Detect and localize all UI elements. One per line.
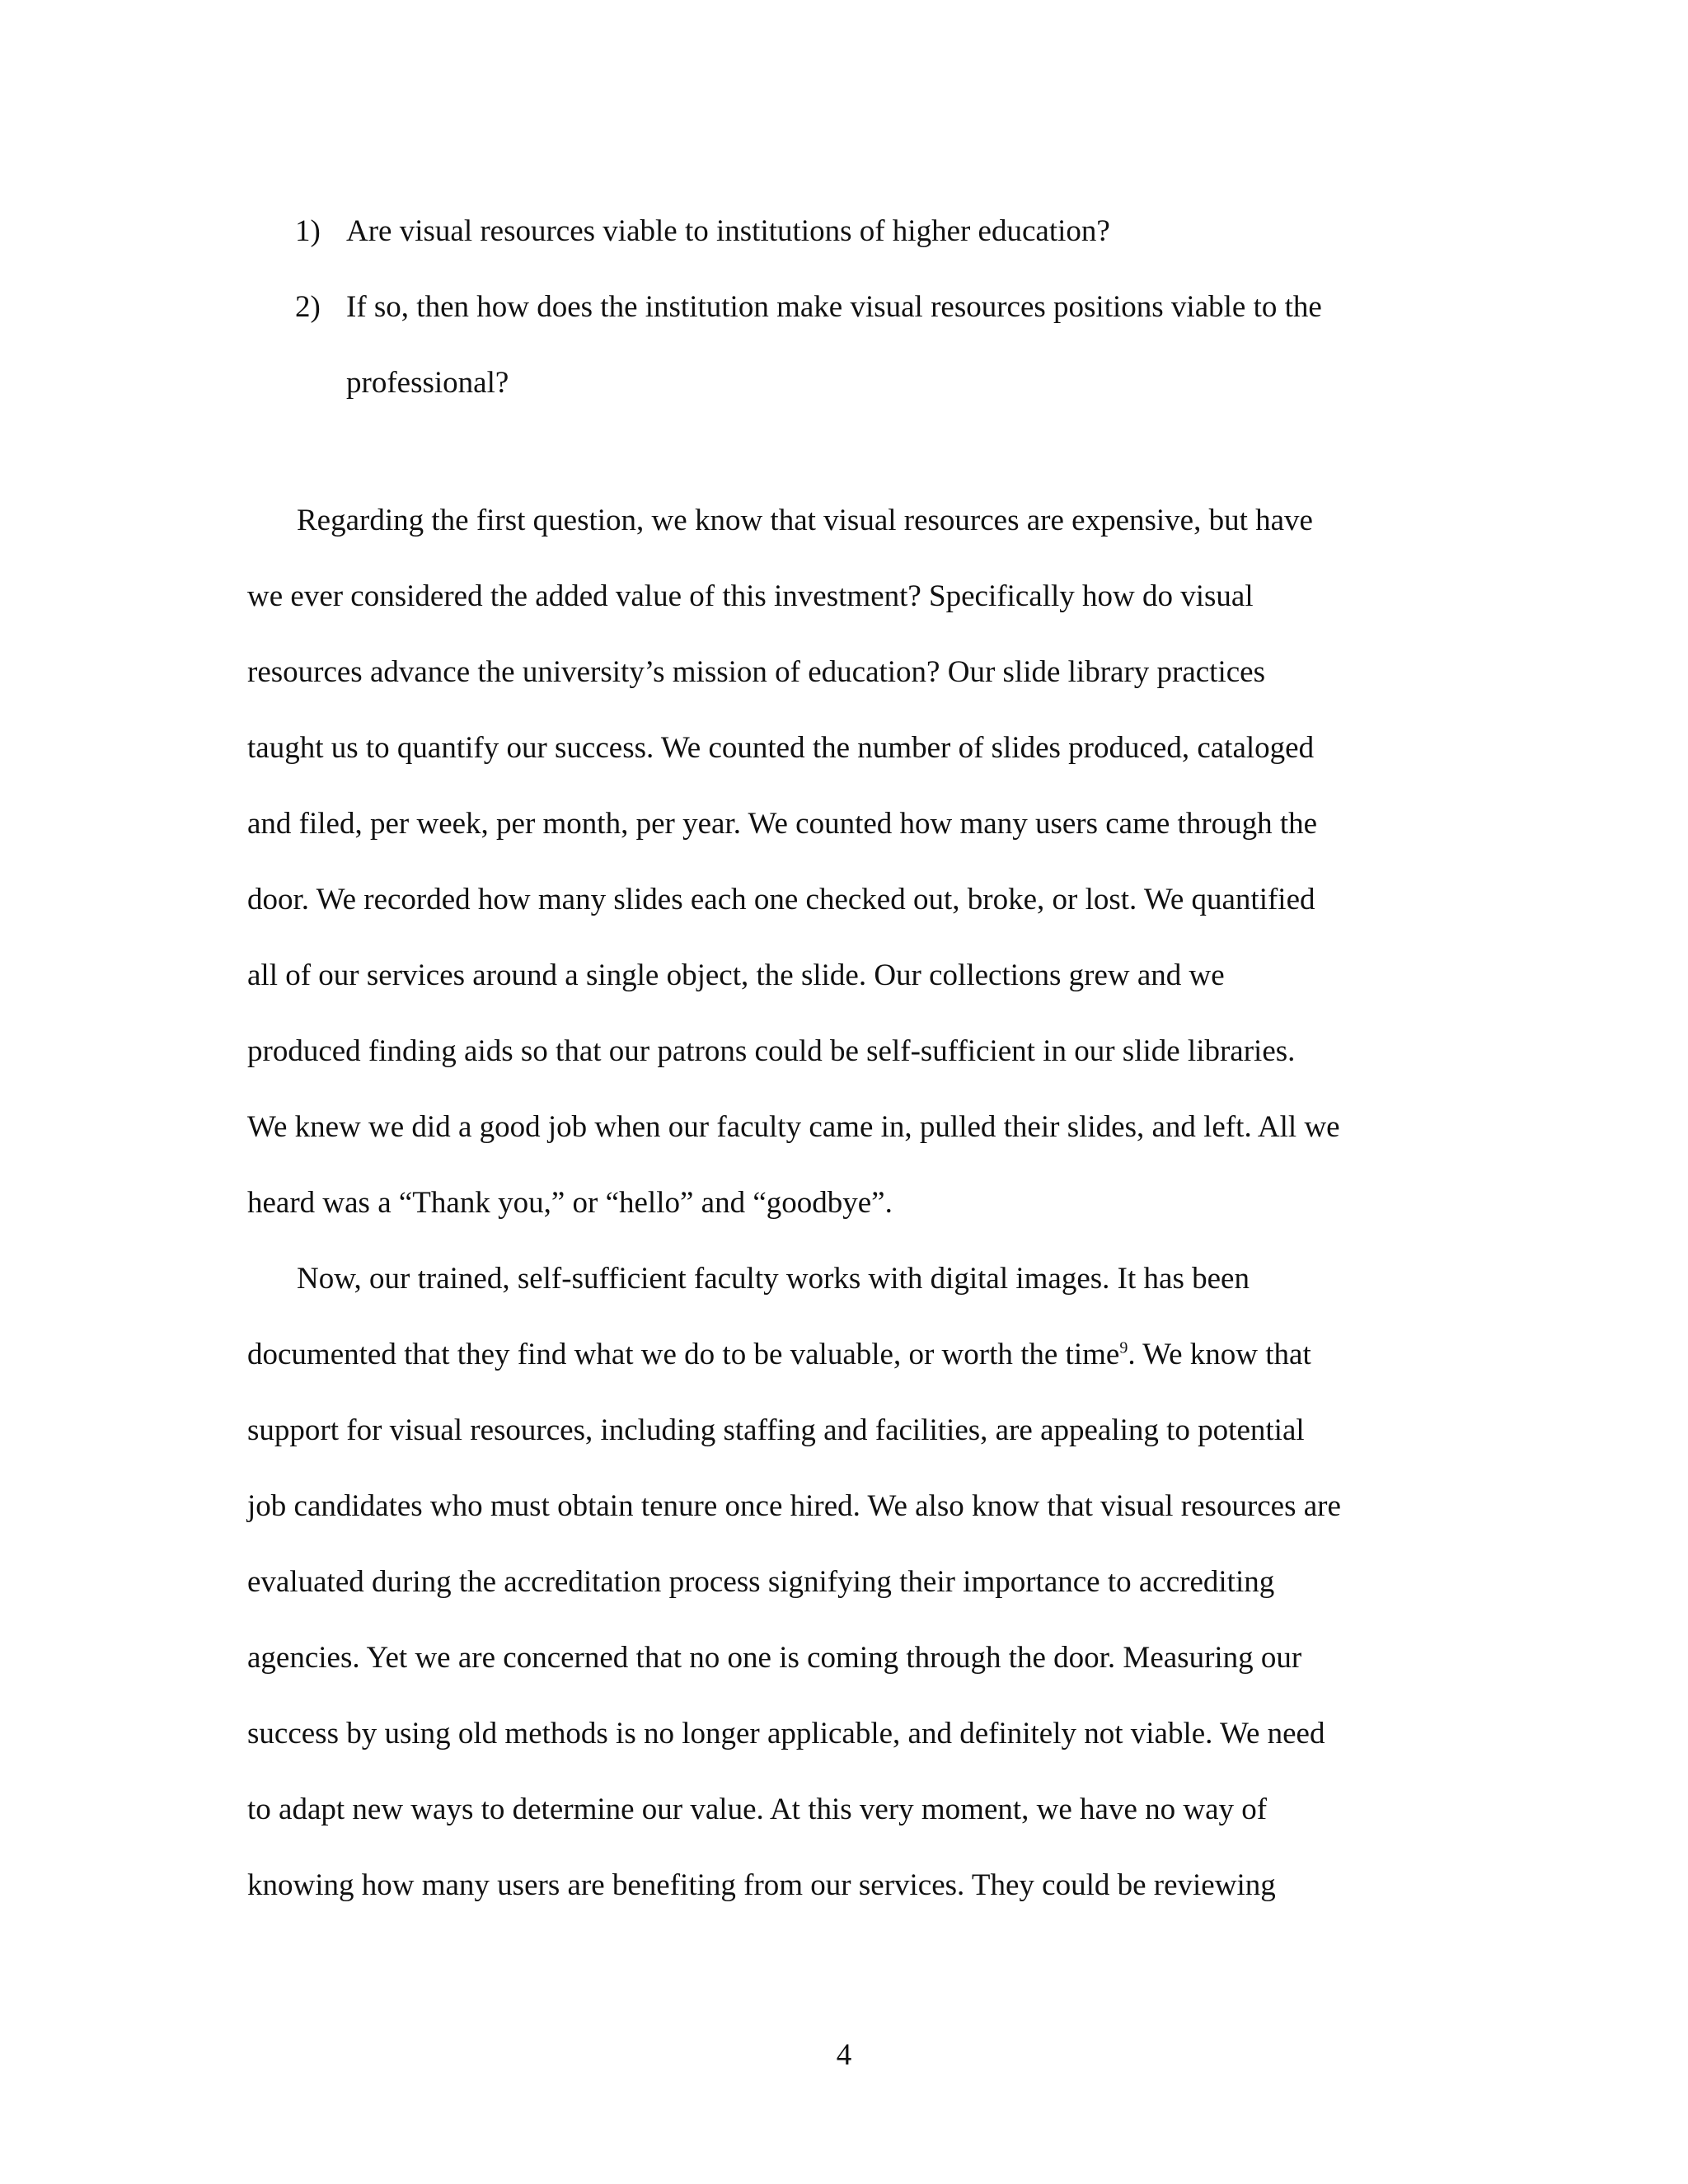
text-line: produced finding aids so that our patrons could be self-sufficient in our slide libraries. (247, 1034, 1296, 1068)
paragraph (247, 483, 1451, 1241)
list-item (295, 269, 1465, 421)
list-item-number: 1) (295, 214, 321, 248)
text-line: heard was a “Thank you,” or “hello” and “goodbye”. (247, 1186, 893, 1220)
text-line: all of our services around a single object, the slide. Our collections grew and we (247, 958, 1225, 992)
text-line: evaluated during the accreditation process signifying their importance to accrediting (247, 1565, 1275, 1599)
text-line: job candidates who must obtain tenure once hired. We also know that visual resources are (247, 1489, 1341, 1523)
question-list (295, 194, 1465, 421)
list-item-text: professional? (346, 366, 509, 400)
list-item-text: Are visual resources viable to institutions of higher education? (346, 214, 1110, 248)
text-line: and filed, per week, per month, per year. We counted how many users came through the (247, 807, 1318, 841)
text-line: We knew we did a good job when our faculty came in, pulled their slides, and left. All we (247, 1110, 1340, 1144)
paragraph (247, 1241, 1451, 1924)
list-item (295, 194, 1465, 269)
text-line: support for visual resources, including staffing and facilities, are appealing to potential (247, 1413, 1305, 1447)
text-line: Regarding the first question, we know that visual resources are expensive, but have (297, 504, 1313, 537)
text-line: success by using old methods is no longer applicable, and definitely not viable. We need (247, 1717, 1325, 1750)
body-text (247, 483, 1451, 1924)
page-number: 4 (836, 2038, 852, 2072)
text-line: we ever considered the added value of this investment? Specifically how do visual (247, 579, 1254, 613)
text-line: door. We recorded how many slides each one checked out, broke, or lost. We quantified (247, 883, 1315, 916)
text-line: knowing how many users are benefiting from our services. They could be reviewing (247, 1868, 1276, 1902)
text-line: documented that they find what we do to be valuable, or worth the time$^9$. We know that (247, 1338, 1311, 1371)
list-item-text: If so, then how does the institution make visual resources positions viable to the (346, 290, 1322, 324)
text-line: agencies. Yet we are concerned that no one is coming through the door. Measuring our (247, 1641, 1302, 1675)
list-item-number: 2) (295, 290, 321, 324)
text-line: taught us to quantify our success. We counted the number of slides produced, cataloged (247, 731, 1315, 765)
text-line: resources advance the university’s mission of education? Our slide library practices (247, 655, 1265, 689)
text-line: to adapt new ways to determine our value. At this very moment, we have no way of (247, 1793, 1268, 1826)
footnote-reference[interactable]: 9 (1119, 1338, 1128, 1357)
text-line: Now, our trained, self-sufficient faculty works with digital images. It has been (297, 1262, 1250, 1296)
